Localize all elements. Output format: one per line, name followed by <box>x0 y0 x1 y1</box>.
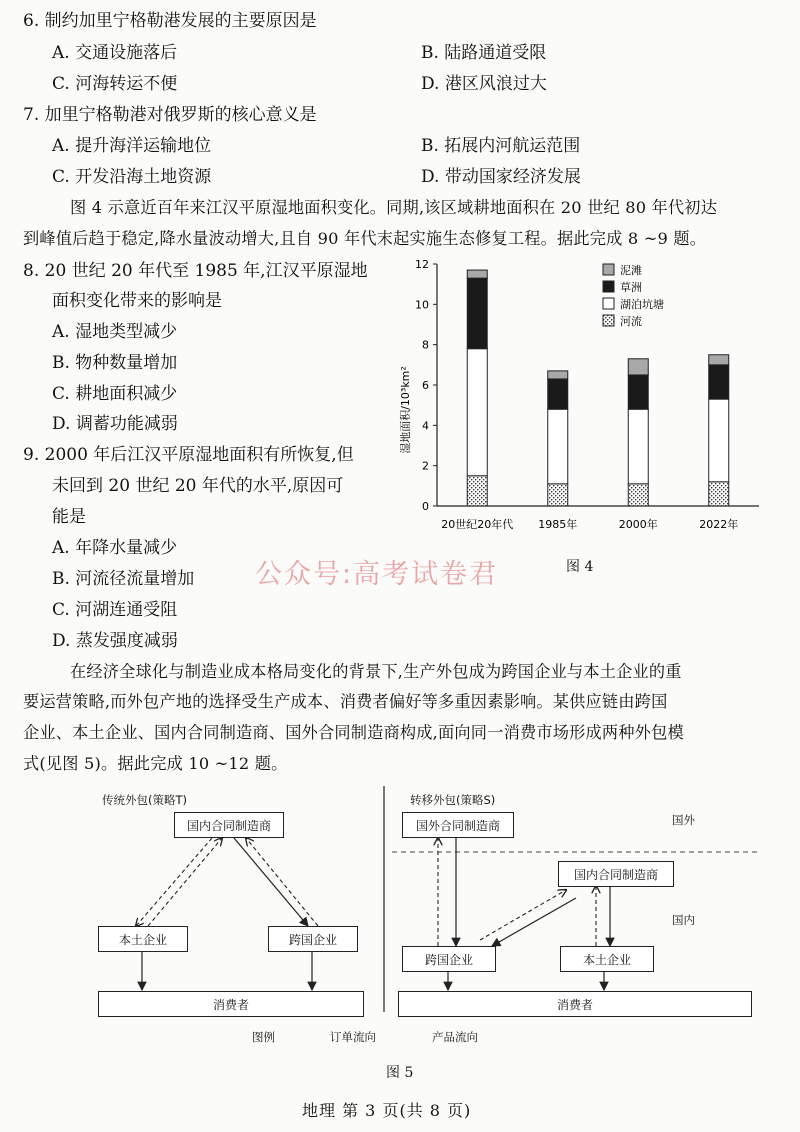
q8-option-b: B. 物种数量增加 <box>52 353 178 373</box>
t-local-firm-box: 本土企业 <box>98 926 188 952</box>
chart-bar-segment <box>467 278 487 349</box>
q7-option-b: B. 拓展内河航运范围 <box>421 136 581 156</box>
q8-option-c: C. 耕地面积减少 <box>52 384 178 404</box>
s-local-firm-box: 本土企业 <box>560 946 654 972</box>
q8-stem-line1: 8. 20 世纪 20 年代至 1985 年,江汉平原湿地 <box>23 261 368 281</box>
chart-legend-label: 草洲 <box>620 281 642 294</box>
q8-option-a: A. 湿地类型减少 <box>52 322 178 342</box>
chart-y-tick-label: 2 <box>422 459 429 473</box>
q9-option-a: A. 年降水量减少 <box>52 538 178 558</box>
chart-bar-segment <box>709 365 729 399</box>
q7-stem: 7. 加里宁格勒港对俄罗斯的核心意义是 <box>23 105 317 125</box>
s-consumer-box: 消费者 <box>398 991 752 1017</box>
chart-bar-segment <box>467 349 487 476</box>
chart-legend-label: 河流 <box>620 315 642 328</box>
t-consumer-box: 消费者 <box>98 991 364 1017</box>
chart-bar-segment <box>548 409 568 484</box>
intro2-line4: 式(见图 5)。据此完成 10 ~12 题。 <box>23 754 288 773</box>
figure4-caption: 图 4 <box>566 559 594 575</box>
t-order-dom-to-local <box>136 838 212 926</box>
chart-y-axis-label: 湿地面积/10³km² <box>399 366 412 454</box>
chart-legend-swatch <box>603 315 614 326</box>
chart-y-tick-label: 8 <box>422 338 429 352</box>
q6-stem: 6. 制约加里宁格勒港发展的主要原因是 <box>23 11 317 31</box>
chart-bar-segment <box>709 399 729 482</box>
chart-legend-swatch <box>603 298 614 309</box>
s-order-mnc-to-dom <box>480 890 566 940</box>
chart-x-tick-label: 2022年 <box>699 518 739 531</box>
q9-stem-line1: 9. 2000 年后江汉平原湿地面积有所恢复,但 <box>23 445 354 465</box>
legend-order-label: 订单流向 <box>330 1030 376 1044</box>
page-footer: 地理 第 3 页(共 8 页) <box>302 1101 472 1120</box>
q7-option-c: C. 开发沿海土地资源 <box>52 167 212 187</box>
chart-y-tick-label: 10 <box>415 298 429 312</box>
chart-bar-segment <box>628 409 648 484</box>
q8-option-d: D. 调蓄功能减弱 <box>52 414 178 434</box>
s-foreign-cm-box: 国外合同制造商 <box>402 812 514 838</box>
chart-bar-segment <box>628 359 648 375</box>
chart-x-tick-label: 1985年 <box>538 518 578 531</box>
chart-bar-segment <box>628 484 648 506</box>
q6-option-b: B. 陆路通道受限 <box>421 43 547 63</box>
t-order-mnc-to-dom <box>246 838 318 926</box>
chart-legend-swatch <box>603 281 614 292</box>
legend-title: 图例 <box>252 1030 275 1044</box>
chart-y-tick-label: 4 <box>422 419 429 433</box>
chart-bar-segment <box>628 375 648 409</box>
q7-option-d: D. 带动国家经济发展 <box>421 167 581 187</box>
s-product-dom-to-mnc <box>492 898 576 946</box>
chart-bar-segment <box>548 371 568 379</box>
chart-bar-segment <box>548 484 568 506</box>
legend-product-label: 产品流向 <box>432 1030 478 1044</box>
q9-stem-line2: 未回到 20 世纪 20 年代的水平,原因可 <box>52 476 344 496</box>
abroad-label: 国外 <box>672 813 695 827</box>
q6-option-c: C. 河海转运不便 <box>52 74 178 94</box>
q8-stem-line2: 面积变化带来的影响是 <box>52 291 222 311</box>
chart-bar-segment <box>467 270 487 278</box>
intro2-line3: 企业、本土企业、国内合同制造商、国外合同制造商构成,面向同一消费市场形成两种外包模 <box>23 723 684 742</box>
t-mnc-box: 跨国企业 <box>268 926 358 952</box>
chart-x-tick-label: 2000年 <box>618 518 658 531</box>
strategy-t-title: 传统外包(策略T) <box>102 793 187 807</box>
q6-option-a: A. 交通设施落后 <box>52 43 178 63</box>
s-domestic-cm-box: 国内合同制造商 <box>558 861 674 887</box>
domestic-label: 国内 <box>672 913 695 927</box>
chart-bar-segment <box>709 482 729 506</box>
chart-y-tick-label: 12 <box>415 258 429 271</box>
q9-stem-line3: 能是 <box>52 507 86 527</box>
intro2-line2: 要运营策略,而外包产地的选择受生产成本、消费者偏好等多重因素影响。某供应链由跨国 <box>23 692 668 711</box>
chart-bar-segment <box>548 379 568 409</box>
chart-legend-swatch <box>603 264 614 275</box>
wetland-area-chart <box>395 255 770 555</box>
q9-option-d: D. 蒸发强度减弱 <box>52 631 178 651</box>
chart-legend-label: 泥滩 <box>620 264 642 277</box>
chart-x-tick-label: 20世纪20年代 <box>441 518 514 531</box>
chart-legend-label: 湖泊坑塘 <box>620 298 664 311</box>
intro2-line1: 在经济全球化与制造业成本格局变化的背景下,生产外包成为跨国企业与本土企业的重 <box>70 662 682 681</box>
q9-option-b: B. 河流径流量增加 <box>52 569 195 589</box>
chart-y-tick-label: 6 <box>422 379 429 392</box>
s-mnc-box: 跨国企业 <box>402 946 496 972</box>
chart-y-tick-label: 0 <box>422 500 429 513</box>
t-product-dom-to-mnc <box>234 838 308 926</box>
intro1-line2: 到峰值后趋于稳定,降水量波动增大,且自 90 年代末起实施生态修复工程。据此完成 8 ~9 题。 <box>23 229 707 248</box>
figure5-caption: 图 5 <box>386 1065 414 1081</box>
q7-option-a: A. 提升海洋运输地位 <box>52 136 212 156</box>
q6-option-d: D. 港区风浪过大 <box>421 74 547 94</box>
chart-bar-segment <box>467 476 487 506</box>
t-domestic-cm-box: 国内合同制造商 <box>174 812 284 838</box>
intro1-line1: 图 4 示意近百年来江汉平原湿地面积变化。同期,该区域耕地面积在 20 世纪 80 年代初达 <box>70 198 718 217</box>
watermark-text: 公众号:高考试卷君 <box>255 559 499 590</box>
strategy-s-title: 转移外包(策略S) <box>410 793 496 807</box>
t-order-local-to-dom <box>148 838 222 926</box>
chart-bar-segment <box>709 355 729 365</box>
q9-option-c: C. 河湖连通受阻 <box>52 600 178 620</box>
